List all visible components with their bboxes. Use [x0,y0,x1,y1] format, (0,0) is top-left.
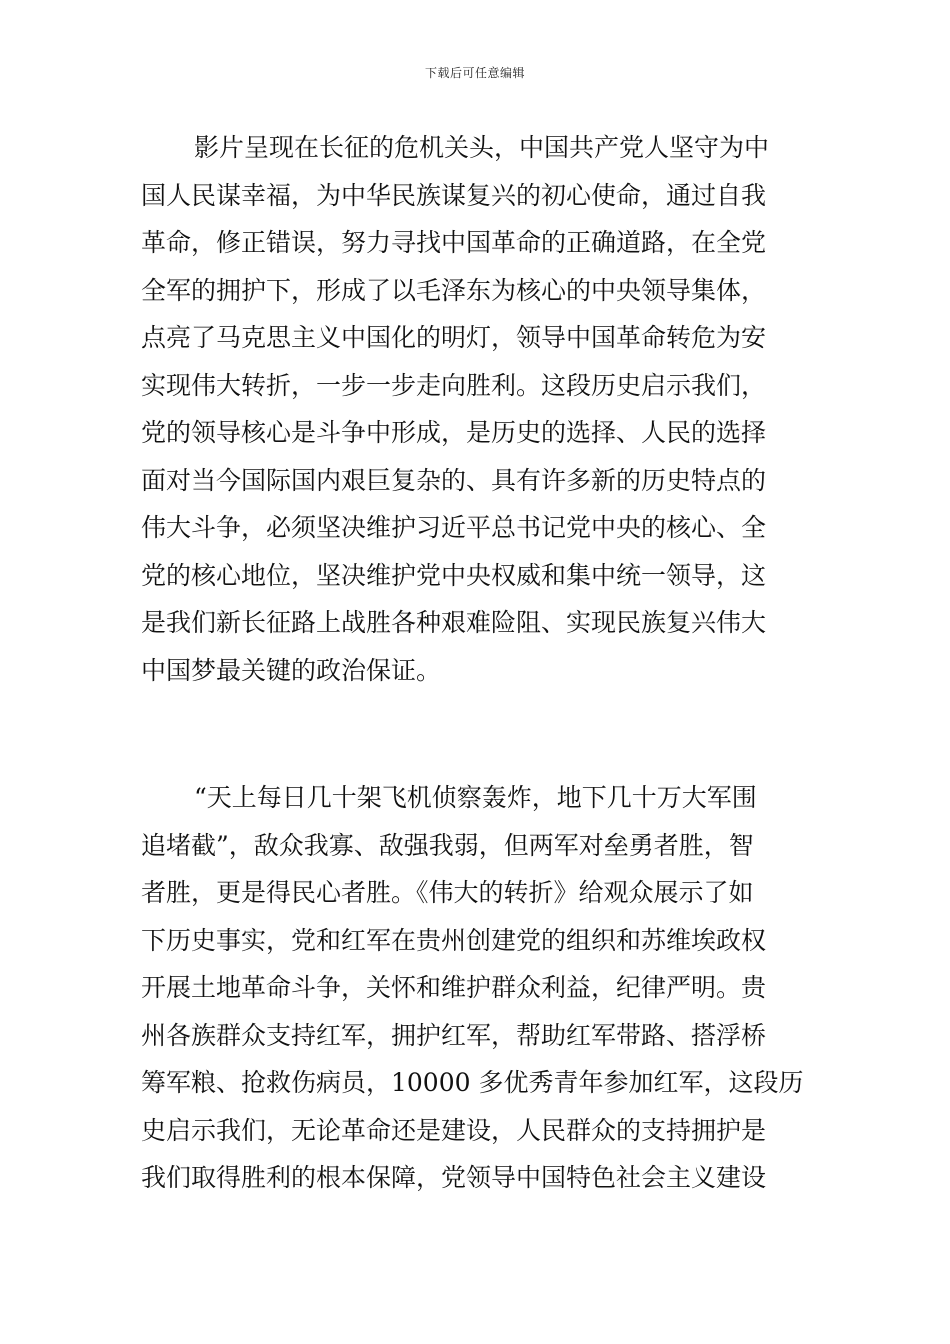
paragraph-line: 影片呈现在长征的危机关头，中国共产党人坚守为中 [194,133,770,162]
paragraph-line: “天上每日几十架飞机侦察轰炸，地下几十万大军围 [194,783,757,812]
header-note: 下载后可任意编辑 [424,66,525,80]
paragraph-line: 史启示我们，无论革命还是建设，人民群众的支持拥护是 [141,1115,767,1145]
paragraph-line: 我们取得胜利的根本保障，党领导中国特色社会主义建设 [141,1163,767,1192]
paragraph-line: 党的核心地位，坚决维护党中央权威和集中统一领导，这 [141,560,767,590]
paragraph-line: 革命，修正错误，努力寻找中国革命的正确道路，在全党 [141,228,767,257]
paragraph-line: 伟大斗争，必须坚决维护习近平总书记党中央的核心、全 [141,513,767,542]
paragraph-line: 国人民谋幸福，为中华民族谋复兴的初心使命，通过自我 [141,180,767,210]
paragraph-line: 者胜，更是得民心者胜。《伟大的转折》给观众展示了如 [141,878,754,907]
paragraph-line: 全军的拥护下，形成了以毛泽东为核心的中央领导集体， [141,275,767,305]
paragraph-line: 下历史事实，党和红军在贵州创建党的组织和苏维埃政权 [141,925,767,955]
paragraph-line: 州各族群众支持红军，拥护红军，帮助红军带路、搭浮桥 [141,1020,767,1050]
paragraph-line: 是我们新长征路上战胜各种艰难险阻、实现民族复兴伟大 [141,608,767,637]
paragraph-line: 面对当今国际国内艰巨复杂的、具有许多新的历史特点的 [141,465,767,495]
paragraph-1 [141,124,809,694]
paragraph-line: 追堵截”，敌众我寡、敌强我弱，但两军对垒勇者胜，智 [141,830,754,860]
paragraph-2 [141,774,809,1202]
paragraph-line: 中国梦最关键的政治保证。 [141,655,442,685]
paragraph-line: 点亮了马克思主义中国化的明灯，领导中国革命转危为安 [141,323,767,352]
paragraph-line: 党的领导核心是斗争中形成，是历史的选择、人民的选择 [141,418,767,447]
paragraph-line: 筹军粮、抢救伤病员，10000 多优秀青年参加红军，这段历 [141,1068,804,1097]
paragraph-line: 实现伟大转折，一步一步走向胜利。这段历史启示我们， [141,370,767,400]
paragraph-line: 开展土地革命斗争，关怀和维护群众利益，纪律严明。贵 [141,973,767,1002]
